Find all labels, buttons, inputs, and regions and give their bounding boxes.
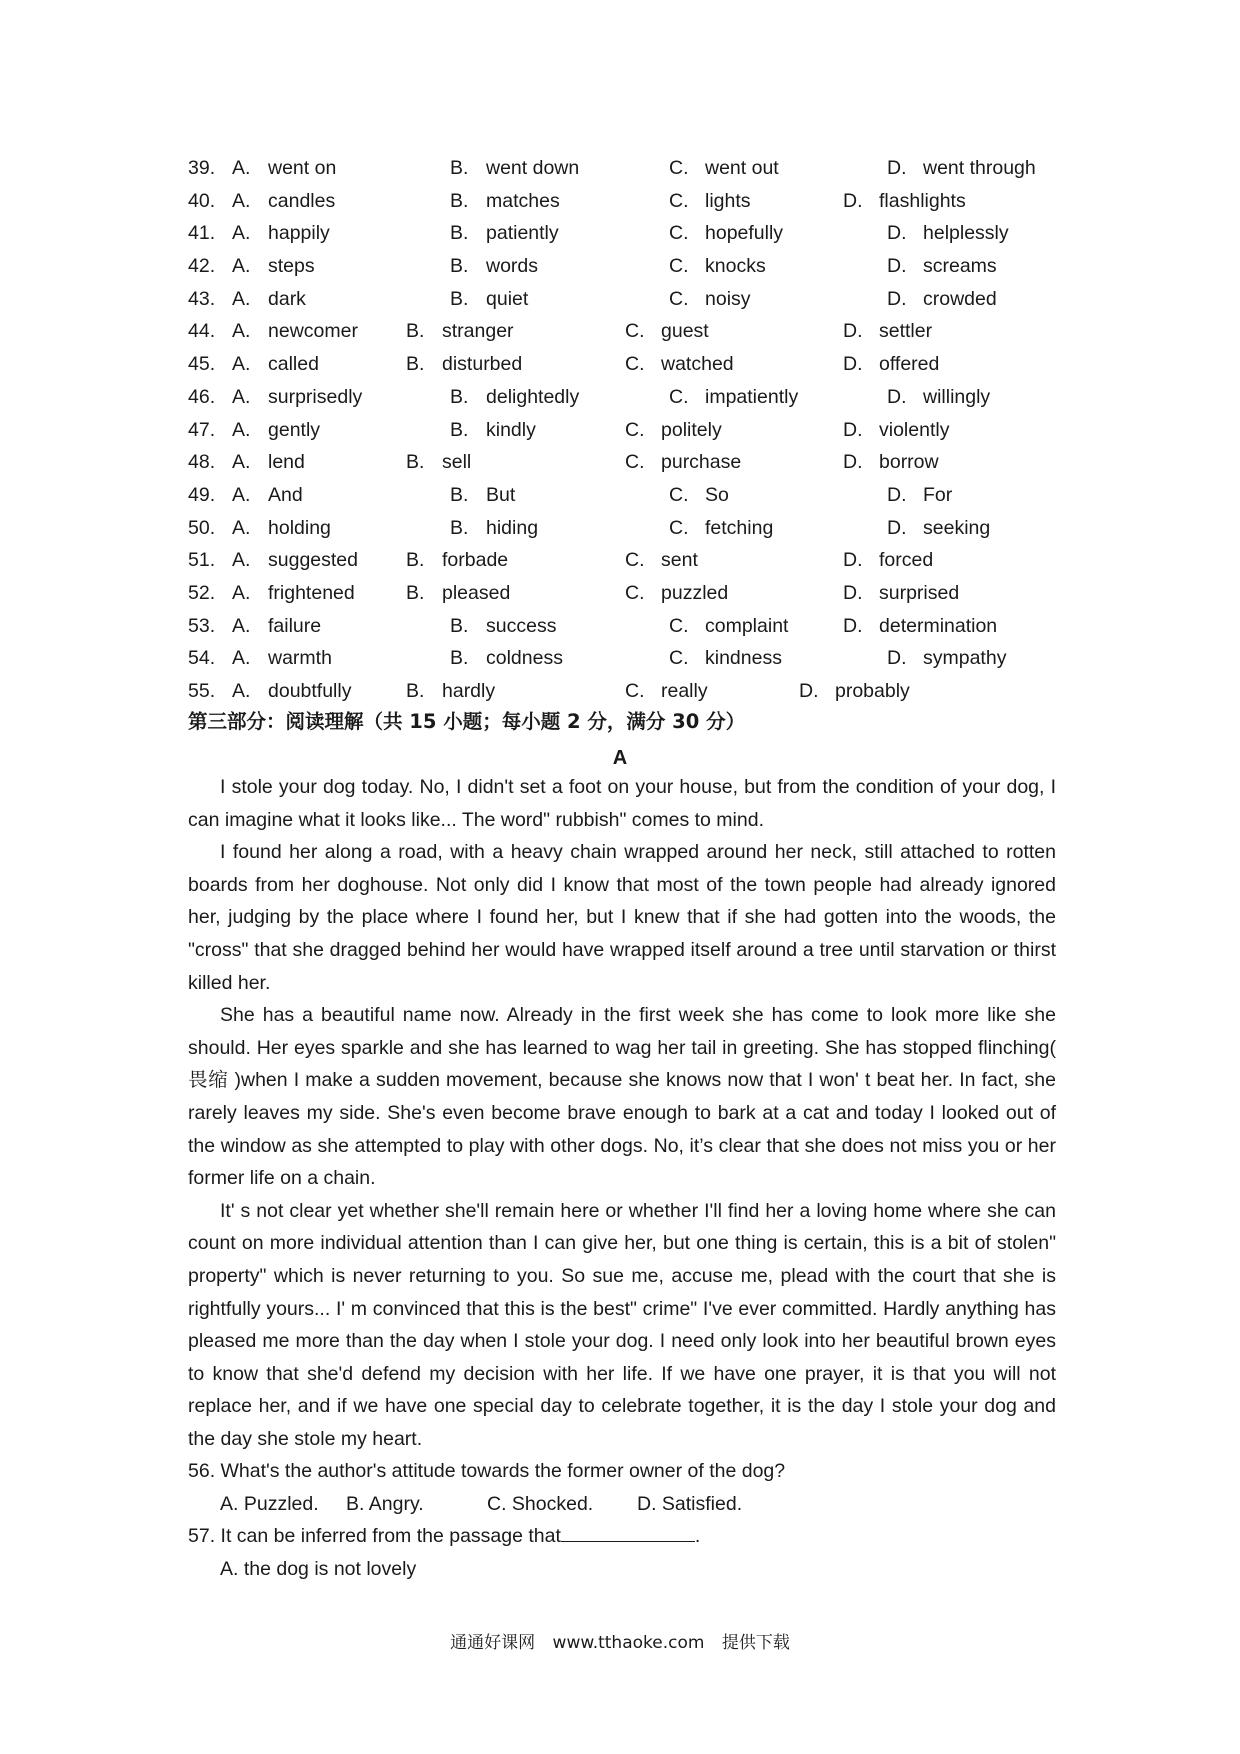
option-b xyxy=(450,250,538,283)
option-text: gently xyxy=(268,418,321,441)
footer-site-name: 通通好课网 xyxy=(450,1633,536,1653)
option-a xyxy=(232,512,331,545)
option-letter: C. xyxy=(669,516,689,539)
page-footer xyxy=(0,1630,1240,1656)
option-letter: D. xyxy=(843,614,863,637)
option-text: But xyxy=(486,483,516,506)
question-number: 46. xyxy=(188,385,216,408)
option-text: really xyxy=(661,680,708,702)
question-number: 49. xyxy=(188,483,216,506)
option-text: sent xyxy=(661,549,698,572)
option-a xyxy=(232,315,358,348)
option-b xyxy=(406,675,495,708)
option-letter: C. xyxy=(625,581,645,604)
choice-d: D. Satisfied. xyxy=(637,1492,743,1515)
option-letter: D. xyxy=(843,353,863,376)
option-text: crowded xyxy=(923,287,997,310)
option-letter: B. xyxy=(406,353,425,376)
option-letter: C. xyxy=(669,255,689,278)
option-b xyxy=(450,381,579,414)
option-letter: B. xyxy=(450,255,469,278)
option-row xyxy=(188,315,1068,348)
option-letter: A. xyxy=(232,680,251,702)
choice-a: A. Puzzled. xyxy=(220,1492,319,1515)
option-letter: B. xyxy=(450,157,469,179)
option-text: happily xyxy=(268,222,330,245)
option-letter: D. xyxy=(887,287,907,310)
option-letter: C. xyxy=(669,614,689,637)
option-row xyxy=(188,544,1068,577)
option-letter: A. xyxy=(232,287,251,310)
option-letter: B. xyxy=(406,549,425,572)
option-text: failure xyxy=(268,614,322,637)
option-letter: B. xyxy=(450,647,469,670)
option-d xyxy=(887,642,1006,675)
option-a xyxy=(232,577,355,610)
option-letter: D. xyxy=(887,222,907,245)
option-letter: D. xyxy=(843,549,863,572)
choice-b: B. Angry. xyxy=(346,1492,424,1515)
option-text: borrow xyxy=(879,451,939,474)
option-row xyxy=(188,185,1068,218)
option-d xyxy=(843,544,933,577)
option-text: lights xyxy=(705,189,751,212)
option-row xyxy=(188,675,1068,708)
option-text: doubtfully xyxy=(268,680,352,702)
option-text: And xyxy=(268,483,303,506)
option-c xyxy=(669,610,788,643)
option-d xyxy=(887,512,990,545)
question-number: 43. xyxy=(188,287,216,310)
option-text: matches xyxy=(486,189,560,212)
section-title: 第三部分：阅读理解（共 15 小题；每小题 2 分，满分 30 分） xyxy=(188,710,746,733)
option-letter: C. xyxy=(669,222,689,245)
option-d xyxy=(887,250,997,283)
option-letter: C. xyxy=(625,680,645,702)
question-number: 50. xyxy=(188,516,216,539)
option-letter: C. xyxy=(669,157,689,179)
question-number: 39. xyxy=(188,157,216,179)
option-c xyxy=(669,642,782,675)
option-text: went down xyxy=(486,157,580,179)
option-letter: B. xyxy=(450,418,469,441)
option-text: flashlights xyxy=(879,189,966,212)
option-a xyxy=(232,250,315,283)
option-letter: C. xyxy=(625,549,645,572)
option-d xyxy=(843,610,997,643)
option-row xyxy=(188,152,1068,185)
option-letter: D. xyxy=(887,385,907,408)
question-57-stem xyxy=(188,1520,1056,1553)
option-c xyxy=(669,283,751,316)
option-a xyxy=(232,348,319,381)
option-c xyxy=(625,675,708,708)
question-57-end: . xyxy=(694,1525,701,1548)
option-letter: A. xyxy=(232,320,251,343)
option-text: kindness xyxy=(705,647,782,670)
option-text: forced xyxy=(879,549,934,572)
option-text: newcomer xyxy=(268,320,358,343)
option-letter: C. xyxy=(669,189,689,212)
option-text: delightedly xyxy=(486,385,580,408)
option-text: puzzled xyxy=(661,581,729,604)
option-text: politely xyxy=(661,418,722,441)
passage-paragraph: I stole your dog today. No, I didn't set a foot on your house, but from the condition of your dog, I can imagine what it looks like... The word" rubbish" comes to mind. xyxy=(188,776,1056,831)
option-letter: D. xyxy=(843,418,863,441)
option-letter: B. xyxy=(406,451,425,474)
questions xyxy=(188,1455,1056,1585)
option-letter: A. xyxy=(232,255,251,278)
option-a xyxy=(232,414,320,447)
footer-suffix: 提供下载 xyxy=(721,1633,790,1653)
question-number: 51. xyxy=(188,549,216,572)
option-letter: D. xyxy=(887,255,907,278)
passage-label: A xyxy=(612,747,628,769)
option-text: settler xyxy=(879,320,933,343)
option-letter: B. xyxy=(450,189,469,212)
option-row xyxy=(188,283,1068,316)
option-c xyxy=(625,446,741,479)
option-letter: A. xyxy=(232,647,251,670)
option-text: success xyxy=(486,614,557,637)
option-a xyxy=(232,381,362,414)
option-a xyxy=(232,446,305,479)
option-letter: A. xyxy=(232,189,251,212)
question-number: 44. xyxy=(188,320,216,343)
option-text: sell xyxy=(442,451,472,474)
option-text: kindly xyxy=(486,418,536,441)
option-letter: B. xyxy=(406,680,425,702)
question-number: 45. xyxy=(188,353,216,376)
option-text: purchase xyxy=(661,451,742,474)
option-letter: A. xyxy=(232,353,251,376)
option-letter: A. xyxy=(232,549,251,572)
option-text: fetching xyxy=(705,516,774,539)
option-text: offered xyxy=(879,353,940,376)
option-letter: D. xyxy=(843,581,863,604)
option-b xyxy=(450,414,536,447)
option-letter: D. xyxy=(887,483,907,506)
option-letter: D. xyxy=(887,647,907,670)
option-c xyxy=(625,544,698,577)
option-row xyxy=(188,446,1068,479)
option-d xyxy=(887,283,997,316)
footer-url: www.tthaoke.com xyxy=(552,1633,705,1653)
option-d xyxy=(887,479,952,512)
option-letter: A. xyxy=(232,516,251,539)
option-letter: B. xyxy=(406,581,425,604)
question-number: 48. xyxy=(188,451,216,474)
option-text: patiently xyxy=(486,222,559,245)
option-d xyxy=(887,152,1036,185)
option-row xyxy=(188,512,1068,545)
option-d xyxy=(843,348,939,381)
option-d xyxy=(887,381,990,414)
option-c xyxy=(669,512,773,545)
question-number: 41. xyxy=(188,222,216,245)
option-letter: C. xyxy=(625,451,645,474)
option-b xyxy=(450,152,579,185)
option-row xyxy=(188,217,1068,250)
option-b xyxy=(406,348,522,381)
option-b xyxy=(450,185,560,218)
option-c xyxy=(669,185,751,218)
question-number: 53. xyxy=(188,614,216,637)
option-d xyxy=(799,675,910,708)
option-text: pleased xyxy=(442,581,511,604)
option-letter: B. xyxy=(450,385,469,408)
option-letter: B. xyxy=(450,483,469,506)
option-letter: A. xyxy=(232,483,251,506)
option-c xyxy=(669,217,783,250)
question-56-choices xyxy=(188,1488,1056,1521)
option-text: warmth xyxy=(268,647,332,670)
option-c xyxy=(625,414,722,447)
option-text: suggested xyxy=(268,549,358,572)
option-text: guest xyxy=(661,320,709,343)
option-b xyxy=(406,446,471,479)
option-c xyxy=(669,152,779,185)
option-a xyxy=(232,675,351,708)
question-number: 40. xyxy=(188,189,216,212)
option-c xyxy=(669,479,729,512)
option-text: helplessly xyxy=(923,222,1009,245)
passage-paragraph: I found her along a road, with a heavy chain wrapped around her neck, still attached to rotten boards from her doghouse. Not only did I know that most of the town people had already ignored her, judging by the place where I found her, but I knew that if she had gotten into the woods, the "cross" that she dragged behind her would have wrapped itself around a tree until starvation or thirst killed her. xyxy=(188,841,1056,994)
option-letter: C. xyxy=(669,287,689,310)
option-text: frightened xyxy=(268,581,355,604)
option-row xyxy=(188,642,1068,675)
option-b xyxy=(450,512,538,545)
option-d xyxy=(843,315,932,348)
option-text: coldness xyxy=(486,647,563,670)
option-b xyxy=(406,315,514,348)
option-b xyxy=(450,283,528,316)
option-text: went out xyxy=(705,157,779,179)
option-text: So xyxy=(705,483,729,506)
option-a xyxy=(232,610,321,643)
option-row xyxy=(188,577,1068,610)
option-text: surprisedly xyxy=(268,385,363,408)
option-text: hopefully xyxy=(705,222,784,245)
option-letter: C. xyxy=(669,483,689,506)
option-c xyxy=(625,315,709,348)
option-row xyxy=(188,414,1068,447)
option-b xyxy=(450,217,559,250)
option-letter: D. xyxy=(843,189,863,212)
option-b xyxy=(450,642,563,675)
option-text: violently xyxy=(879,418,950,441)
option-text: sympathy xyxy=(923,647,1007,670)
option-d xyxy=(843,446,939,479)
option-d xyxy=(887,217,1009,250)
option-text: seeking xyxy=(923,516,991,539)
option-d xyxy=(843,577,959,610)
question-number: 52. xyxy=(188,581,216,604)
option-letter: D. xyxy=(887,157,907,179)
option-d xyxy=(843,185,966,218)
option-text: went through xyxy=(923,157,1036,179)
option-a xyxy=(232,185,335,218)
option-letter: C. xyxy=(625,353,645,376)
passage-paragraph: She has a beautiful name now. Already in the first week she has come to look more like she should. Her eyes sparkle and she has learned to wag her tail in greeting. She has stopped flinching( 畏缩 )when I make a sudden movement, because she knows now that I won' t beat her. In fact, she rarely leaves my side. She's even become brave enough to bark at a cat and today I looked out of the window as she attempted to play with other dogs. No, it’s clear that she does not miss you or her former life on a chain. xyxy=(188,1004,1056,1190)
option-b xyxy=(406,544,508,577)
option-letter: B. xyxy=(450,516,469,539)
option-a xyxy=(232,642,332,675)
question-number: 47. xyxy=(188,418,216,441)
option-c xyxy=(669,250,766,283)
option-text: lend xyxy=(268,451,305,474)
option-text: hiding xyxy=(486,516,539,539)
option-a xyxy=(232,283,306,316)
option-text: complaint xyxy=(705,614,789,637)
option-text: called xyxy=(268,353,319,376)
option-letter: A. xyxy=(232,418,251,441)
option-row xyxy=(188,250,1068,283)
question-number: 42. xyxy=(188,255,216,278)
option-text: dark xyxy=(268,287,306,310)
option-b xyxy=(450,610,556,643)
option-a xyxy=(232,152,336,185)
question-number: 54. xyxy=(188,647,216,670)
question-57-text: 57. It can be inferred from the passage that xyxy=(188,1525,561,1548)
option-letter: C. xyxy=(669,385,689,408)
option-text: steps xyxy=(268,255,315,278)
answer-blank xyxy=(561,1521,695,1542)
option-text: impatiently xyxy=(705,385,799,408)
option-text: determination xyxy=(879,614,998,637)
option-letter: C. xyxy=(669,647,689,670)
option-text: willingly xyxy=(923,385,991,408)
option-text: noisy xyxy=(705,287,751,310)
option-text: watched xyxy=(661,353,734,376)
option-b xyxy=(450,479,515,512)
option-row xyxy=(188,348,1068,381)
option-letter: D. xyxy=(843,320,863,343)
option-letter: D. xyxy=(887,516,907,539)
option-letter: A. xyxy=(232,385,251,408)
option-text: surprised xyxy=(879,581,960,604)
question-56-stem: 56. What's the author's attitude towards the former owner of the dog? xyxy=(188,1460,786,1482)
option-b xyxy=(406,577,510,610)
option-text: hardly xyxy=(442,680,496,702)
option-letter: C. xyxy=(625,320,645,343)
option-text: disturbed xyxy=(442,353,523,376)
option-text: went on xyxy=(268,157,337,179)
option-text: forbade xyxy=(442,549,509,572)
choice-c: C. Shocked. xyxy=(487,1492,594,1515)
option-text: words xyxy=(486,255,539,278)
option-a xyxy=(232,479,303,512)
option-row xyxy=(188,479,1068,512)
option-c xyxy=(625,577,728,610)
option-row xyxy=(188,381,1068,414)
option-d xyxy=(843,414,949,447)
option-a xyxy=(232,217,330,250)
question-number: 55. xyxy=(188,680,216,702)
reading-passage xyxy=(188,771,1056,1455)
option-letter: A. xyxy=(232,222,251,245)
option-text: quiet xyxy=(486,287,529,310)
option-text: screams xyxy=(923,255,997,278)
option-c xyxy=(625,348,734,381)
option-a xyxy=(232,544,358,577)
option-text: stranger xyxy=(442,320,514,343)
option-text: probably xyxy=(835,680,910,702)
option-text: For xyxy=(923,483,953,506)
option-letter: B. xyxy=(406,320,425,343)
option-text: knocks xyxy=(705,255,766,278)
option-letter: A. xyxy=(232,157,251,179)
option-letter: A. xyxy=(232,451,251,474)
option-letter: B. xyxy=(450,287,469,310)
option-letter: A. xyxy=(232,581,251,604)
option-letter: B. xyxy=(450,614,469,637)
cloze-options xyxy=(188,152,1068,708)
option-letter: D. xyxy=(799,680,819,702)
option-letter: A. xyxy=(232,614,251,637)
passage-paragraph: It' s not clear yet whether she'll remain here or whether I'll find her a loving home where she can count on more individual attention than I can give her, but one thing is certain, this is a bit of stolen" property" which is never returning to you. So sue me, accuse me, plead with the court that she is rightfully yours... I' m convinced that this is the best" crime" I've ever committed. Hardly anything has pleased me more than the day when I stole your dog. I need only look into her beautiful brown eyes to know that she'd defend my decision with her life. If we have one prayer, it is that you will not replace her, and if we have one special day to celebrate together, it is the day I stole your dog and the day she stole my heart. xyxy=(188,1199,1056,1450)
option-text: candles xyxy=(268,189,336,212)
option-letter: D. xyxy=(843,451,863,474)
option-c xyxy=(669,381,798,414)
question-57-choice-a: A. the dog is not lovely xyxy=(220,1557,417,1580)
option-letter: B. xyxy=(450,222,469,245)
option-letter: C. xyxy=(625,418,645,441)
option-row xyxy=(188,610,1068,643)
option-text: holding xyxy=(268,516,331,539)
